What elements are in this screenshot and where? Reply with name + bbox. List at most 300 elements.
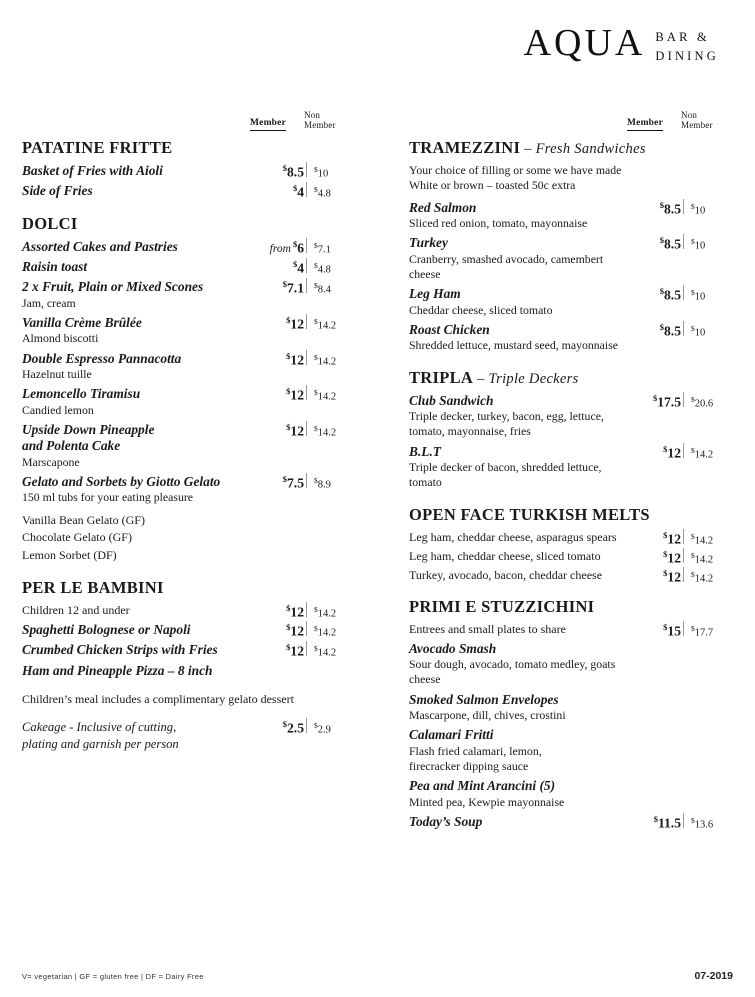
non-member-price-value: 8.4 [317, 284, 331, 296]
menu-item-name: Red Salmon [409, 199, 477, 215]
member-price [663, 622, 681, 640]
non-member-price [691, 816, 737, 831]
menu-item-description: Triple decker of bacon, shredded lettuce, tomato [409, 460, 602, 490]
member-price-header: Member [250, 118, 286, 131]
price-divider [683, 529, 684, 544]
currency-symbol: $ [691, 324, 695, 333]
member-price-value: 12 [290, 423, 304, 439]
menu-item-name: Gelato and Sorbets by Giotto Gelato [22, 474, 221, 490]
currency-symbol: $ [659, 235, 664, 246]
currency-symbol: $ [292, 238, 298, 249]
member-price-value: 8.5 [664, 287, 681, 303]
section-title [409, 368, 739, 388]
non-member-price [691, 624, 737, 639]
non-member-price [691, 570, 737, 585]
section-intro-line: White or brown – toasted 50c extra [409, 178, 576, 193]
menu-item-prices [254, 315, 362, 331]
currency-symbol: $ [286, 621, 291, 632]
menu-item-description: Marscapone [22, 454, 80, 469]
price-divider [306, 385, 307, 400]
non-member-price [314, 241, 360, 256]
member-price-value: 8.5 [664, 323, 681, 339]
non-member-price [691, 202, 737, 217]
non-member-price-value: 14.2 [317, 427, 337, 439]
left-column [22, 108, 362, 756]
menu-item-prices [254, 622, 362, 638]
member-price [663, 530, 681, 548]
non-member-price [691, 446, 737, 461]
menu-item [409, 200, 739, 232]
menu-item-prices [631, 814, 739, 830]
non-member-price-value: 10 [694, 327, 706, 339]
brand-name: AQUA [523, 22, 646, 64]
non-member-price-value: 14.2 [317, 627, 337, 639]
non-member-price-value: 14.2 [694, 535, 714, 547]
price-divider [306, 350, 307, 365]
currency-symbol: $ [314, 165, 318, 174]
currency-symbol: $ [691, 623, 695, 633]
menu-item-prices [254, 259, 362, 275]
non-member-price [691, 395, 737, 410]
menu-item-name: Crumbed Chicken Strips with Fries [22, 642, 218, 658]
currency-symbol: $ [314, 388, 318, 398]
menu-item-prices [631, 530, 739, 546]
menu-item-name: Smoked Salmon Envelopes [409, 691, 559, 707]
member-price-value: 15 [667, 623, 681, 639]
non-member-price-value: 10 [317, 168, 329, 180]
non-member-header-line1: Non [304, 110, 321, 120]
menu-item [409, 322, 739, 354]
price-header-right [409, 108, 739, 134]
non-member-price [314, 624, 360, 639]
menu-item-name: Side of Fries [22, 183, 93, 199]
menu-item [409, 444, 739, 491]
currency-symbol: $ [314, 240, 318, 250]
member-price-value: 7.5 [287, 475, 304, 491]
member-price-header-right: Member [627, 118, 663, 131]
non-member-price [691, 237, 737, 252]
member-price-value: 8.5 [287, 164, 304, 180]
price-divider [683, 813, 684, 828]
currency-symbol: $ [314, 476, 318, 486]
price-divider [306, 602, 307, 617]
menu-item-description: Triple decker, turkey, bacon, egg, lettuce, tomato, mayonnaise, fries [409, 409, 604, 439]
member-price-value: 12 [290, 623, 304, 639]
price-divider [306, 314, 307, 329]
price-divider [683, 392, 684, 407]
non-member-price [691, 324, 737, 339]
menu-item [409, 622, 739, 637]
menu-item [409, 568, 739, 583]
currency-symbol: $ [691, 816, 695, 826]
member-price [660, 322, 681, 340]
menu-item-name: Entrees and small plates to share [409, 621, 566, 636]
menu-item [409, 692, 739, 724]
menu-item-description: Flash fried calamari, lemon, firecracker dipping sauce [409, 743, 542, 774]
non-member-price-value: 14.2 [317, 608, 337, 620]
menu-item-name: Pea and Mint Arancini (5) [409, 778, 556, 794]
non-member-price-value: 14.2 [317, 320, 337, 332]
section-title [409, 597, 739, 617]
price-divider [683, 321, 684, 336]
price-divider [306, 641, 307, 656]
non-member-price-value: 8.9 [317, 479, 331, 491]
menu-item-name: Roast Chicken [409, 322, 490, 337]
non-member-price-value: 17.7 [694, 627, 714, 639]
menu-item-name: Today’s Soup [409, 814, 483, 830]
menu-item-prices [254, 239, 362, 255]
right-sections [409, 138, 739, 830]
spacer [22, 707, 362, 719]
menu-item [409, 393, 739, 440]
non-member-price-value: 14.2 [317, 356, 337, 368]
non-member-price-value: 7.1 [317, 244, 331, 256]
non-member-price-value: 14.2 [317, 391, 337, 403]
menu-item-description: Jam, cream [22, 295, 76, 310]
currency-symbol: $ [314, 424, 318, 434]
member-price-value: 12 [667, 569, 681, 585]
brand-tagline-line2: DINING [655, 49, 719, 64]
price-divider [683, 621, 684, 636]
plain-list [22, 512, 362, 564]
menu-item-prices [254, 351, 362, 367]
currency-symbol: $ [314, 644, 318, 654]
currency-symbol: $ [314, 317, 318, 327]
price-divider [306, 718, 307, 733]
price-divider [306, 182, 307, 197]
member-price [653, 393, 681, 411]
member-price-value: 8.5 [664, 201, 681, 217]
non-member-price [314, 261, 360, 276]
brand-logo [524, 24, 719, 67]
menu-item-name: Turkey, avocado, bacon, cheddar cheese [409, 567, 603, 582]
menu-item [409, 778, 739, 810]
non-member-price [314, 424, 360, 439]
currency-symbol: $ [292, 259, 298, 270]
menu-item-name: Club Sandwich [409, 392, 494, 408]
price-divider [683, 234, 684, 249]
menu-item [409, 286, 739, 318]
currency-symbol: $ [286, 602, 291, 613]
menu-item-prices [254, 422, 362, 438]
menu-item [409, 549, 739, 564]
menu-item [22, 239, 362, 255]
currency-symbol: $ [663, 548, 668, 559]
currency-symbol: $ [314, 185, 318, 195]
non-member-price-value: 10 [694, 205, 706, 217]
menu-item-name: Upside Down Pineapple and Polenta Cake [22, 422, 155, 454]
currency-symbol: $ [286, 315, 291, 326]
brand-tagline [655, 28, 719, 67]
non-member-price [314, 353, 360, 368]
section-title [22, 214, 362, 234]
member-price [270, 239, 304, 257]
member-price-value: 12 [667, 445, 681, 461]
member-price-value: 12 [290, 316, 304, 332]
non-member-price-value: 14.2 [694, 573, 714, 585]
list-item: Chocolate Gelato (GF) [22, 530, 132, 545]
currency-symbol: $ [286, 386, 291, 397]
menu-item-description: 150 ml tubs for your eating pleasure [22, 490, 194, 505]
member-price [654, 814, 681, 832]
menu-item-name: Turkey [409, 235, 448, 251]
member-price [286, 351, 304, 369]
section-title-text: PER LE BAMBINI [22, 577, 164, 597]
non-member-price [314, 317, 360, 332]
cakeage-prices [254, 719, 362, 735]
currency-symbol: $ [286, 642, 291, 653]
price-divider [306, 238, 307, 253]
member-price [283, 163, 304, 181]
currency-symbol: $ [314, 281, 318, 291]
menu-item [409, 814, 739, 830]
brand-tagline-line1: BAR & [655, 30, 710, 44]
menu-item-prices [631, 235, 739, 251]
member-price-value: 6 [297, 240, 304, 256]
section-title [409, 505, 739, 525]
currency-symbol: $ [663, 443, 668, 454]
cakeage-note [22, 719, 362, 752]
menu-item [409, 641, 739, 688]
non-member-price [314, 476, 360, 491]
menu-item-name: Leg ham, cheddar cheese, sliced tomato [409, 548, 601, 563]
right-column [409, 108, 739, 834]
member-price [286, 622, 304, 640]
section-title-text: PATATINE FRITTE [22, 138, 173, 157]
member-price-value: 12 [290, 643, 304, 659]
menu-item-name: Raisin toast [22, 259, 88, 275]
menu-item [22, 663, 362, 679]
price-divider [683, 285, 684, 300]
currency-symbol: $ [659, 199, 664, 210]
non-member-price [314, 165, 360, 180]
currency-symbol: $ [659, 322, 664, 332]
menu-item-prices [631, 200, 739, 216]
menu-item-description: Cranberry, smashed avocado, camembert cheese [409, 251, 604, 281]
list-item: Vanilla Bean Gelato (GF) [22, 512, 145, 527]
member-price-value: 17.5 [657, 394, 681, 410]
section-title [409, 138, 739, 158]
menu-item-description: Minted pea, Kewpie mayonnaise [409, 794, 565, 809]
member-price [663, 444, 681, 462]
price-header-left [22, 108, 362, 134]
menu-item [409, 727, 739, 774]
member-price-value: 8.5 [664, 236, 681, 252]
menu-item-name: Leg Ham [409, 286, 461, 302]
price-divider [306, 473, 307, 488]
menu-item-prices [254, 474, 362, 490]
menu-item [22, 183, 362, 199]
currency-symbol: $ [314, 261, 318, 271]
currency-symbol: $ [314, 721, 318, 731]
menu-item [22, 279, 362, 311]
member-price [286, 422, 304, 440]
price-divider [683, 548, 684, 563]
currency-symbol: $ [691, 569, 695, 579]
menu-item [22, 642, 362, 658]
menu-item-prices [631, 393, 739, 409]
non-member-price [691, 551, 737, 566]
price-divider [683, 443, 684, 458]
menu-item [22, 422, 362, 470]
member-price-value: 12 [667, 550, 681, 566]
price-divider [306, 278, 307, 293]
currency-symbol: $ [663, 567, 668, 578]
currency-symbol: $ [663, 529, 668, 540]
non-member-price [314, 388, 360, 403]
member-price [293, 183, 304, 201]
price-divider [306, 162, 307, 177]
member-price-value: 4 [297, 184, 304, 200]
non-member-price-value: 4.8 [317, 188, 331, 200]
menu-item [22, 259, 362, 275]
menu-item-prices [254, 603, 362, 619]
section-title-text: OPEN FACE TURKISH MELTS [409, 504, 650, 524]
menu-item [22, 315, 362, 347]
menu-item-prices [254, 183, 362, 199]
menu-item-name: Double Espresso Pannacotta [22, 350, 182, 366]
member-price [286, 386, 304, 404]
member-price [293, 259, 304, 277]
non-member-price-value: 14.2 [694, 554, 714, 566]
menu-item-description: Cheddar cheese, sliced tomato [409, 302, 553, 317]
member-price-value: 12 [667, 531, 681, 547]
section-subtitle: – Triple Deckers [473, 370, 579, 387]
menu-item-name: Calamari Fritti [409, 727, 494, 743]
currency-symbol: $ [314, 352, 318, 362]
member-price [286, 603, 304, 621]
menu-item-prices [631, 444, 739, 460]
currency-symbol: $ [314, 623, 318, 633]
list-item: Lemon Sorbet (DF) [22, 547, 117, 562]
currency-symbol: $ [691, 394, 695, 404]
section-intro-line: Your choice of filling or some we have made [409, 163, 622, 177]
member-price-value: 4 [297, 260, 304, 276]
menu-item [22, 386, 362, 418]
price-divider [306, 421, 307, 436]
menu-item-description: Sour dough, avocado, tomato medley, goats cheese [409, 657, 616, 687]
non-member-price-value: 4.8 [317, 264, 331, 276]
member-price [660, 235, 681, 253]
menu-item-name: 2 x Fruit, Plain or Mixed Scones [22, 279, 204, 295]
menu-item [22, 474, 362, 506]
price-divider [683, 199, 684, 214]
member-price [663, 549, 681, 567]
menu-item-name: Leg ham, cheddar cheese, asparagus spears [409, 529, 617, 544]
currency-symbol: $ [691, 445, 695, 455]
menu-item-name: Avocado Smash [409, 640, 497, 656]
menu-item-prices [631, 568, 739, 584]
menu-item-prices [631, 286, 739, 302]
non-member-price-value: 10 [694, 291, 706, 303]
price-prefix: from [269, 243, 291, 256]
section-title [22, 578, 362, 598]
currency-symbol: $ [282, 163, 287, 173]
currency-symbol: $ [282, 279, 287, 290]
non-member-header-right-line1: Non [681, 110, 698, 120]
menu-item-description: Hazelnut tuille [22, 367, 92, 382]
footer-legend: V= vegetarian | GF = gluten free | DF = Dairy Free [22, 972, 204, 981]
menu-item-description: Mascarpone, dill, chives, crostini [409, 708, 566, 723]
non-member-price [314, 281, 360, 296]
menu-item-name: Lemoncello Tiramisu [22, 386, 141, 402]
menu-item-name: Assorted Cakes and Pastries [22, 238, 178, 254]
currency-symbol: $ [282, 474, 287, 485]
currency-symbol: $ [653, 814, 658, 825]
member-price-value: 12 [290, 387, 304, 403]
menu-item-name: Vanilla Crème Brûlée [22, 315, 142, 331]
menu-item [22, 622, 362, 638]
currency-symbol: $ [286, 422, 291, 433]
menu-item-description: Candied lemon [22, 402, 94, 417]
menu-item [22, 163, 362, 179]
currency-symbol: $ [691, 237, 695, 247]
section-title-text: TRIPLA [409, 367, 474, 387]
member-price [660, 286, 681, 304]
non-member-price [314, 605, 360, 620]
menu-item-prices [254, 642, 362, 658]
non-member-price [691, 532, 737, 547]
cakeage-text: Cakeage - Inclusive of cutting, plating and garnish per person [22, 720, 179, 751]
currency-symbol: $ [286, 350, 291, 361]
footer-date: 07-2019 [694, 970, 733, 982]
non-member-price [691, 288, 737, 303]
left-sections [22, 138, 362, 752]
price-divider [306, 621, 307, 636]
menu-item-name: Basket of Fries with Aioli [22, 163, 163, 178]
section-title-text: PRIMI E STUZZICHINI [409, 596, 595, 616]
menu-item-prices [631, 622, 739, 638]
menu-item-prices [254, 163, 362, 179]
section-title-text: DOLCI [22, 213, 78, 233]
currency-symbol: $ [691, 550, 695, 560]
section-note: Children’s meal includes a complimentary gelato dessert [22, 691, 294, 706]
menu-item [22, 351, 362, 383]
non-member-header-line2: Member [304, 120, 336, 131]
non-member-price-value: 20.6 [694, 398, 714, 410]
menu-item-description: Shredded lettuce, mustard seed, mayonnaise [409, 338, 619, 353]
menu-item-prices [631, 549, 739, 565]
non-member-header-right-line2: Member [681, 120, 713, 131]
price-divider [306, 258, 307, 273]
section-title-text: TRAMEZZINI [409, 138, 521, 157]
currency-symbol: $ [282, 719, 287, 730]
non-member-price [314, 644, 360, 659]
menu-item-prices [631, 322, 739, 338]
member-price [283, 719, 304, 737]
currency-symbol: $ [652, 392, 658, 403]
member-price [283, 474, 304, 492]
section-title [22, 138, 362, 158]
non-member-price-value: 10 [694, 240, 706, 252]
non-member-price-value: 14.2 [694, 449, 714, 461]
member-price [286, 642, 304, 660]
menu-item-description: Almond biscotti [22, 331, 99, 346]
member-price [283, 279, 304, 297]
member-price [286, 315, 304, 333]
menu-item-prices [254, 386, 362, 402]
menu-item-name: Ham and Pineapple Pizza – 8 inch [22, 662, 213, 678]
currency-symbol: $ [663, 621, 668, 632]
non-member-price [314, 185, 360, 200]
currency-symbol: $ [691, 201, 695, 211]
non-member-price-header [304, 110, 350, 131]
menu-item [22, 603, 362, 618]
non-member-price [314, 721, 360, 736]
menu-item-prices [254, 279, 362, 295]
menu-item-name: Children 12 and under [22, 602, 130, 617]
member-price-value: 2.5 [287, 720, 304, 736]
